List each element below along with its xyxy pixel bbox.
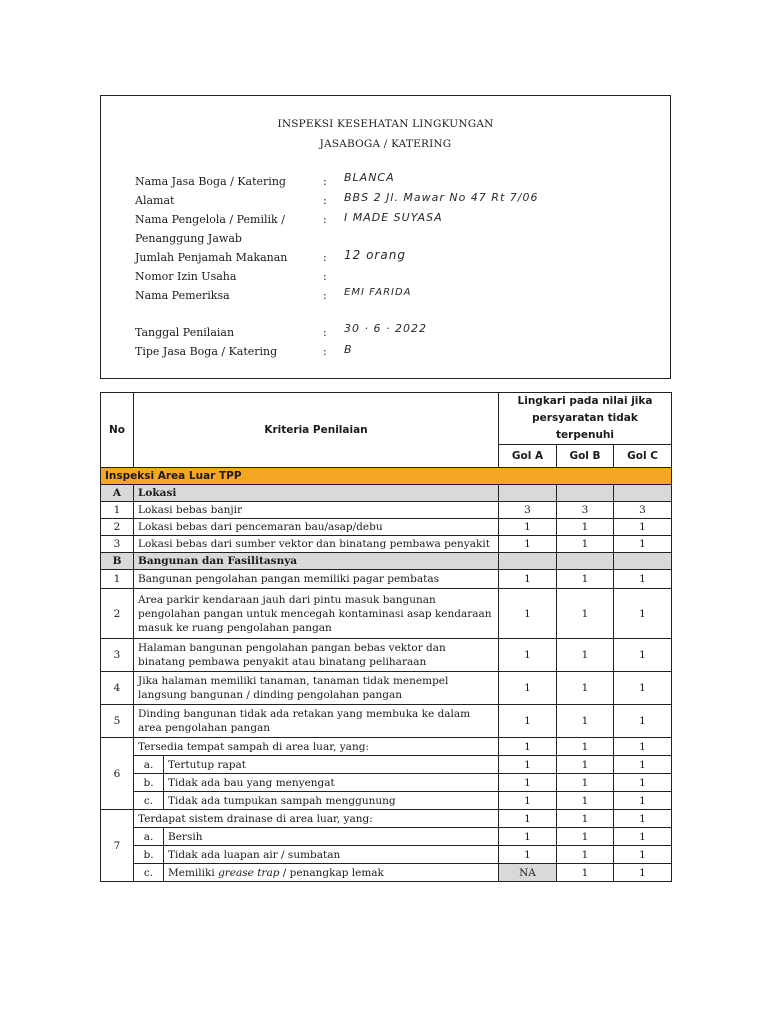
table-subrow	[101, 792, 672, 810]
score-gol-a[interactable]: 1	[499, 774, 557, 792]
row-criteria: Bangunan pengolahan pangan memiliki pagar pembatas	[134, 570, 499, 589]
score-gol-a[interactable]: 1	[499, 756, 557, 774]
table-subrow	[101, 756, 672, 774]
table-subrow	[101, 846, 672, 864]
score-gol-b[interactable]: 1	[557, 519, 614, 536]
score-gol-a[interactable]: 3	[499, 502, 557, 519]
field-value-nama-jasa-boga[interactable]: BLANCA	[344, 171, 395, 184]
field-label-penanggung-jawab: Penanggung Jawab	[135, 232, 242, 245]
row-no: 7	[101, 810, 134, 882]
score-gol-c[interactable]: 1	[614, 792, 672, 810]
sub-item-criteria: Tidak ada luapan air / sumbatan	[164, 846, 499, 864]
table-header-row	[101, 393, 672, 445]
score-gol-a[interactable]: 1	[499, 536, 557, 553]
score-gol-a[interactable]: 1	[499, 639, 557, 672]
table-row	[101, 705, 672, 738]
group-row-b	[101, 553, 672, 570]
table-subrow	[101, 828, 672, 846]
colon: :	[323, 194, 327, 207]
row-no: 3	[101, 536, 134, 553]
group-title: Bangunan dan Fasilitasnya	[134, 553, 499, 570]
score-gol-c[interactable]: 1	[614, 828, 672, 846]
header-box	[100, 95, 671, 379]
field-label-pengelola: Nama Pengelola / Pemilik /	[135, 213, 285, 226]
score-gol-b[interactable]: 1	[557, 705, 614, 738]
sub-item-key: a.	[134, 756, 164, 774]
empty-cell	[557, 485, 614, 502]
field-label-pemeriksa: Nama Pemeriksa	[135, 289, 230, 302]
row-criteria: Terdapat sistem drainase di area luar, yang:	[134, 810, 499, 828]
sub-item-key: c.	[134, 792, 164, 810]
field-label-nama-jasa-boga: Nama Jasa Boga / Katering	[135, 175, 286, 188]
field-label-tipe: Tipe Jasa Boga / Katering	[135, 345, 278, 358]
field-value-tipe[interactable]: B	[344, 343, 353, 356]
sub-item-key: a.	[134, 828, 164, 846]
empty-cell	[557, 553, 614, 570]
score-gol-a[interactable]: 1	[499, 810, 557, 828]
sub-item-criteria: Tidak ada bau yang menyengat	[164, 774, 499, 792]
score-gol-b[interactable]: 1	[557, 589, 614, 639]
criteria-table	[100, 392, 672, 882]
score-gol-c[interactable]: 1	[614, 589, 672, 639]
field-value-jumlah-penjamah[interactable]: 12 orang	[344, 248, 406, 262]
table-row	[101, 570, 672, 589]
score-gol-c[interactable]: 1	[614, 672, 672, 705]
row-criteria: Lokasi bebas dari pencemaran bau/asap/debu	[134, 519, 499, 536]
sub-item-key: c.	[134, 864, 164, 882]
score-gol-c[interactable]: 1	[614, 756, 672, 774]
sub-item-text-emphasis: grease trap	[218, 866, 280, 879]
score-gol-b[interactable]: 1	[557, 756, 614, 774]
row-no: 1	[101, 502, 134, 519]
row-criteria: Halaman bangunan pengolahan pangan bebas vektor dan binatang pembawa penyakit atau binatang peliharaan	[134, 639, 499, 672]
score-gol-a[interactable]: 1	[499, 705, 557, 738]
score-gol-b[interactable]: 3	[557, 502, 614, 519]
col-header-instruction: Lingkari pada nilai jika persyaratan tidak terpenuhi	[499, 393, 672, 445]
field-value-pengelola[interactable]: I MADE SUYASA	[344, 211, 443, 224]
table-row	[101, 738, 672, 756]
col-header-criteria: Kriteria Penilaian	[134, 393, 499, 468]
field-label-jumlah-penjamah: Jumlah Penjamah Makanan	[135, 251, 288, 264]
table-row	[101, 519, 672, 536]
score-gol-b[interactable]: 1	[557, 774, 614, 792]
score-gol-b[interactable]: 1	[557, 672, 614, 705]
table-row	[101, 536, 672, 553]
score-gol-a[interactable]: NA	[499, 864, 557, 882]
colon: :	[323, 251, 327, 264]
empty-cell	[499, 485, 557, 502]
score-gol-c[interactable]: 1	[614, 639, 672, 672]
score-gol-a[interactable]: 1	[499, 570, 557, 589]
score-gol-c[interactable]: 1	[614, 864, 672, 882]
col-header-no: No	[101, 393, 134, 468]
col-header-gol-a: Gol A	[499, 445, 557, 468]
score-gol-b[interactable]: 1	[557, 639, 614, 672]
group-code: A	[101, 485, 134, 502]
score-gol-b[interactable]: 1	[557, 846, 614, 864]
group-title: Lokasi	[134, 485, 499, 502]
score-gol-a[interactable]: 1	[499, 519, 557, 536]
sub-item-criteria: Tidak ada tumpukan sampah menggunung	[164, 792, 499, 810]
score-gol-c[interactable]: 1	[614, 738, 672, 756]
row-no: 6	[101, 738, 134, 810]
empty-cell	[614, 485, 672, 502]
table-row	[101, 589, 672, 639]
row-criteria: Area parkir kendaraan jauh dari pintu masuk bangunan pengolahan pangan untuk mencegah kontaminasi asap kendaraan masuk ke ruang pengolahan pangan	[134, 589, 499, 639]
score-gol-a[interactable]: 1	[499, 828, 557, 846]
score-gol-b[interactable]: 1	[557, 792, 614, 810]
score-gol-c[interactable]: 3	[614, 502, 672, 519]
empty-cell	[499, 553, 557, 570]
section-row	[101, 468, 672, 485]
sub-item-criteria: Bersih	[164, 828, 499, 846]
row-no: 5	[101, 705, 134, 738]
table-subrow	[101, 774, 672, 792]
field-label-tanggal: Tanggal Penilaian	[135, 326, 235, 339]
field-value-pemeriksa[interactable]: EMI FARIDA	[344, 287, 412, 298]
score-gol-b[interactable]: 1	[557, 738, 614, 756]
col-header-gol-b: Gol B	[557, 445, 614, 468]
field-value-tanggal[interactable]: 30 · 6 · 2022	[344, 322, 427, 335]
sub-item-key: b.	[134, 846, 164, 864]
field-value-alamat[interactable]: BBS 2 Jl. Mawar No 47 Rt 7/06	[344, 191, 539, 204]
score-gol-a[interactable]: 1	[499, 672, 557, 705]
colon: :	[323, 270, 327, 283]
col-header-gol-c: Gol C	[614, 445, 672, 468]
score-gol-b[interactable]: 1	[557, 828, 614, 846]
table-row	[101, 810, 672, 828]
score-gol-c[interactable]: 1	[614, 570, 672, 589]
score-gol-c[interactable]: 1	[614, 705, 672, 738]
sub-item-text-post: / penangkap lemak	[279, 866, 384, 879]
row-criteria: Dinding bangunan tidak ada retakan yang membuka ke dalam area pengolahan pangan	[134, 705, 499, 738]
table-row	[101, 502, 672, 519]
sub-item-text-pre: Memiliki	[168, 866, 219, 879]
score-gol-b[interactable]: 1	[557, 536, 614, 553]
field-label-alamat: Alamat	[135, 194, 175, 207]
form-subtitle: JASABOGA / KATERING	[319, 138, 452, 150]
row-no: 3	[101, 639, 134, 672]
score-gol-a[interactable]: 1	[499, 589, 557, 639]
section-title: Inspeksi Area Luar TPP	[101, 468, 672, 485]
row-no: 2	[101, 589, 134, 639]
row-no: 2	[101, 519, 134, 536]
score-gol-c[interactable]: 1	[614, 846, 672, 864]
sub-item-key: b.	[134, 774, 164, 792]
score-gol-b[interactable]: 1	[557, 864, 614, 882]
score-gol-c[interactable]: 1	[614, 519, 672, 536]
row-criteria: Jika halaman memiliki tanaman, tanaman tidak menempel langsung bangunan / dinding pengolahan pangan	[134, 672, 499, 705]
score-gol-b[interactable]: 1	[557, 570, 614, 589]
field-label-nomor-izin: Nomor Izin Usaha	[135, 270, 237, 283]
score-gol-c[interactable]: 1	[614, 810, 672, 828]
score-gol-b[interactable]: 1	[557, 810, 614, 828]
row-no: 4	[101, 672, 134, 705]
score-gol-a[interactable]: 1	[499, 738, 557, 756]
row-criteria: Lokasi bebas dari sumber vektor dan binatang pembawa penyakit	[134, 536, 499, 553]
table-row	[101, 639, 672, 672]
colon: :	[323, 345, 327, 358]
group-code: B	[101, 553, 134, 570]
row-criteria: Tersedia tempat sampah di area luar, yang:	[134, 738, 499, 756]
form-title: INSPEKSI KESEHATAN LINGKUNGAN	[277, 118, 494, 130]
empty-cell	[614, 553, 672, 570]
row-no: 1	[101, 570, 134, 589]
colon: :	[323, 326, 327, 339]
colon: :	[323, 289, 327, 302]
colon: :	[323, 175, 327, 188]
table-subrow	[101, 864, 672, 882]
row-criteria: Lokasi bebas banjir	[134, 502, 499, 519]
table-row	[101, 672, 672, 705]
sub-item-criteria	[164, 864, 499, 882]
score-gol-c[interactable]: 1	[614, 774, 672, 792]
group-row-a	[101, 485, 672, 502]
score-gol-a[interactable]: 1	[499, 846, 557, 864]
score-gol-c[interactable]: 1	[614, 536, 672, 553]
score-gol-a[interactable]: 1	[499, 792, 557, 810]
sub-item-criteria: Tertutup rapat	[164, 756, 499, 774]
colon: :	[323, 213, 327, 226]
